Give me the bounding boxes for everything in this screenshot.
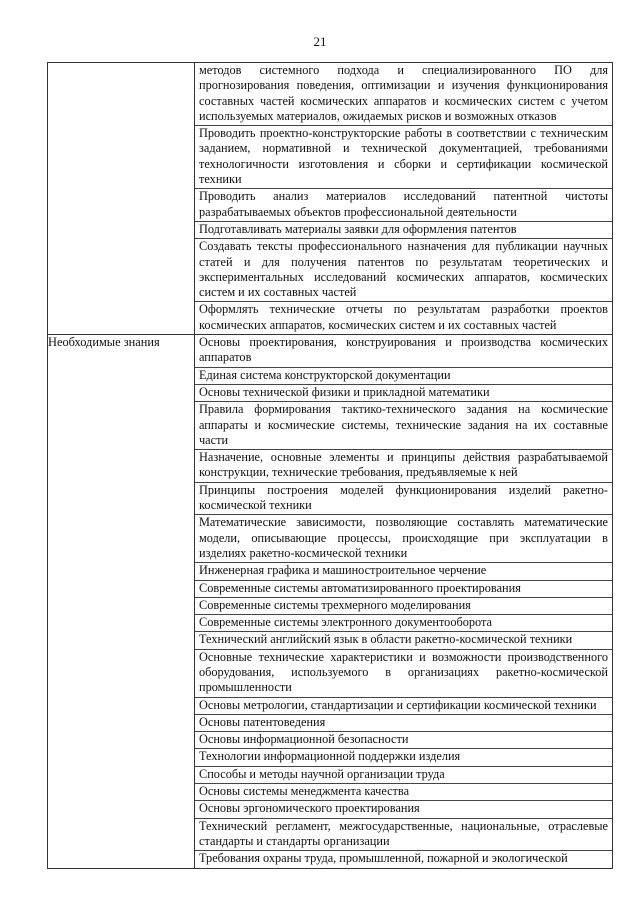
knowledge-item: Основы проектирования, конструирования и производства космических аппаратов bbox=[195, 335, 612, 368]
skills-items-cell bbox=[195, 63, 613, 335]
knowledge-label-cell bbox=[48, 335, 195, 869]
knowledge-item: Технический английский язык в области ракетно-космической техники bbox=[195, 632, 612, 649]
knowledge-label: Необходимые знания bbox=[48, 335, 160, 350]
skill-item: Проводить анализ материалов исследований патентной чистоты разрабатываемых объектов профессиональной деятельности bbox=[195, 189, 612, 222]
skill-item: Создавать тексты профессионального назначения для публикации научных статей и для получения патентов по результатам теоретических и экспериментальных исследований космических аппаратов, космических систем и их составных частей bbox=[195, 239, 612, 302]
knowledge-item: Принципы построения моделей функционирования изделий ракетно-космической техники bbox=[195, 483, 612, 516]
knowledge-row bbox=[48, 335, 613, 869]
knowledge-item: Основы эргономического проектирования bbox=[195, 801, 612, 818]
knowledge-item: Назначение, основные элементы и принципы действия разрабатываемой конструкции, технические требования, предъявляемые к ней bbox=[195, 450, 612, 483]
skill-item: Оформлять технические отчеты по результатам разработки проектов космических аппаратов, космических систем и их составных частей bbox=[199, 302, 608, 332]
knowledge-item: Инженерная графика и машиностроительное черчение bbox=[195, 563, 612, 580]
knowledge-item: Технический регламент, межгосударственные, национальные, отраслевые стандарты и стандарты организации bbox=[195, 819, 612, 852]
knowledge-item: Математические зависимости, позволяющие составлять математические модели, описывающие процессы, происходящие при эксплуатации в изделиях ракетно-космической техники bbox=[195, 515, 612, 563]
knowledge-item: Основы информационной безопасности bbox=[195, 732, 612, 749]
skill-item: Подготавливать материалы заявки для оформления патентов bbox=[195, 222, 612, 239]
knowledge-item: Основы патентоведения bbox=[195, 715, 612, 732]
skill-item: методов системного подхода и специализированного ПО для прогнозирования поведения, оптимизации и изучения функционирования составных частей космических аппаратов и космических систем с учетом используемых материалов, ожидаемых рисков и возможных отказов bbox=[195, 63, 612, 126]
knowledge-item: Современные системы электронного документооборота bbox=[195, 615, 612, 632]
competency-table bbox=[47, 62, 613, 869]
knowledge-item: Требования охраны труда, промышленной, пожарной и экологической bbox=[199, 851, 568, 866]
knowledge-item: Единая система конструкторской документации bbox=[195, 368, 612, 385]
knowledge-item: Основы системы менеджмента качества bbox=[195, 784, 612, 801]
skill-item: Проводить проектно-конструкторские работы в соответствии с техническим заданием, нормативной и технической документацией, требованиями технологичности изготовления и сборки и сертификации космической техники bbox=[195, 126, 612, 189]
knowledge-item: Способы и методы научной организации труда bbox=[195, 767, 612, 784]
page-number: 21 bbox=[313, 34, 327, 49]
knowledge-item: Современные системы автоматизированного проектирования bbox=[195, 581, 612, 598]
knowledge-item: Правила формирования тактико-технического задания на космические аппараты и космические системы, технические задания на их составные части bbox=[195, 402, 612, 450]
empty-label-cell bbox=[48, 63, 195, 335]
knowledge-item: Современные системы трехмерного моделирования bbox=[195, 598, 612, 615]
knowledge-item: Основы технической физики и прикладной математики bbox=[195, 385, 612, 402]
knowledge-item: Основы метрологии, стандартизации и сертификации космической техники bbox=[195, 698, 612, 715]
skills-continuation-row bbox=[48, 63, 613, 335]
knowledge-item: Технологии информационной поддержки изделия bbox=[195, 749, 612, 766]
knowledge-items-cell bbox=[195, 335, 613, 869]
knowledge-item: Основные технические характеристики и возможности производственного оборудования, используемого в организациях ракетно-космической промышленности bbox=[195, 650, 612, 698]
